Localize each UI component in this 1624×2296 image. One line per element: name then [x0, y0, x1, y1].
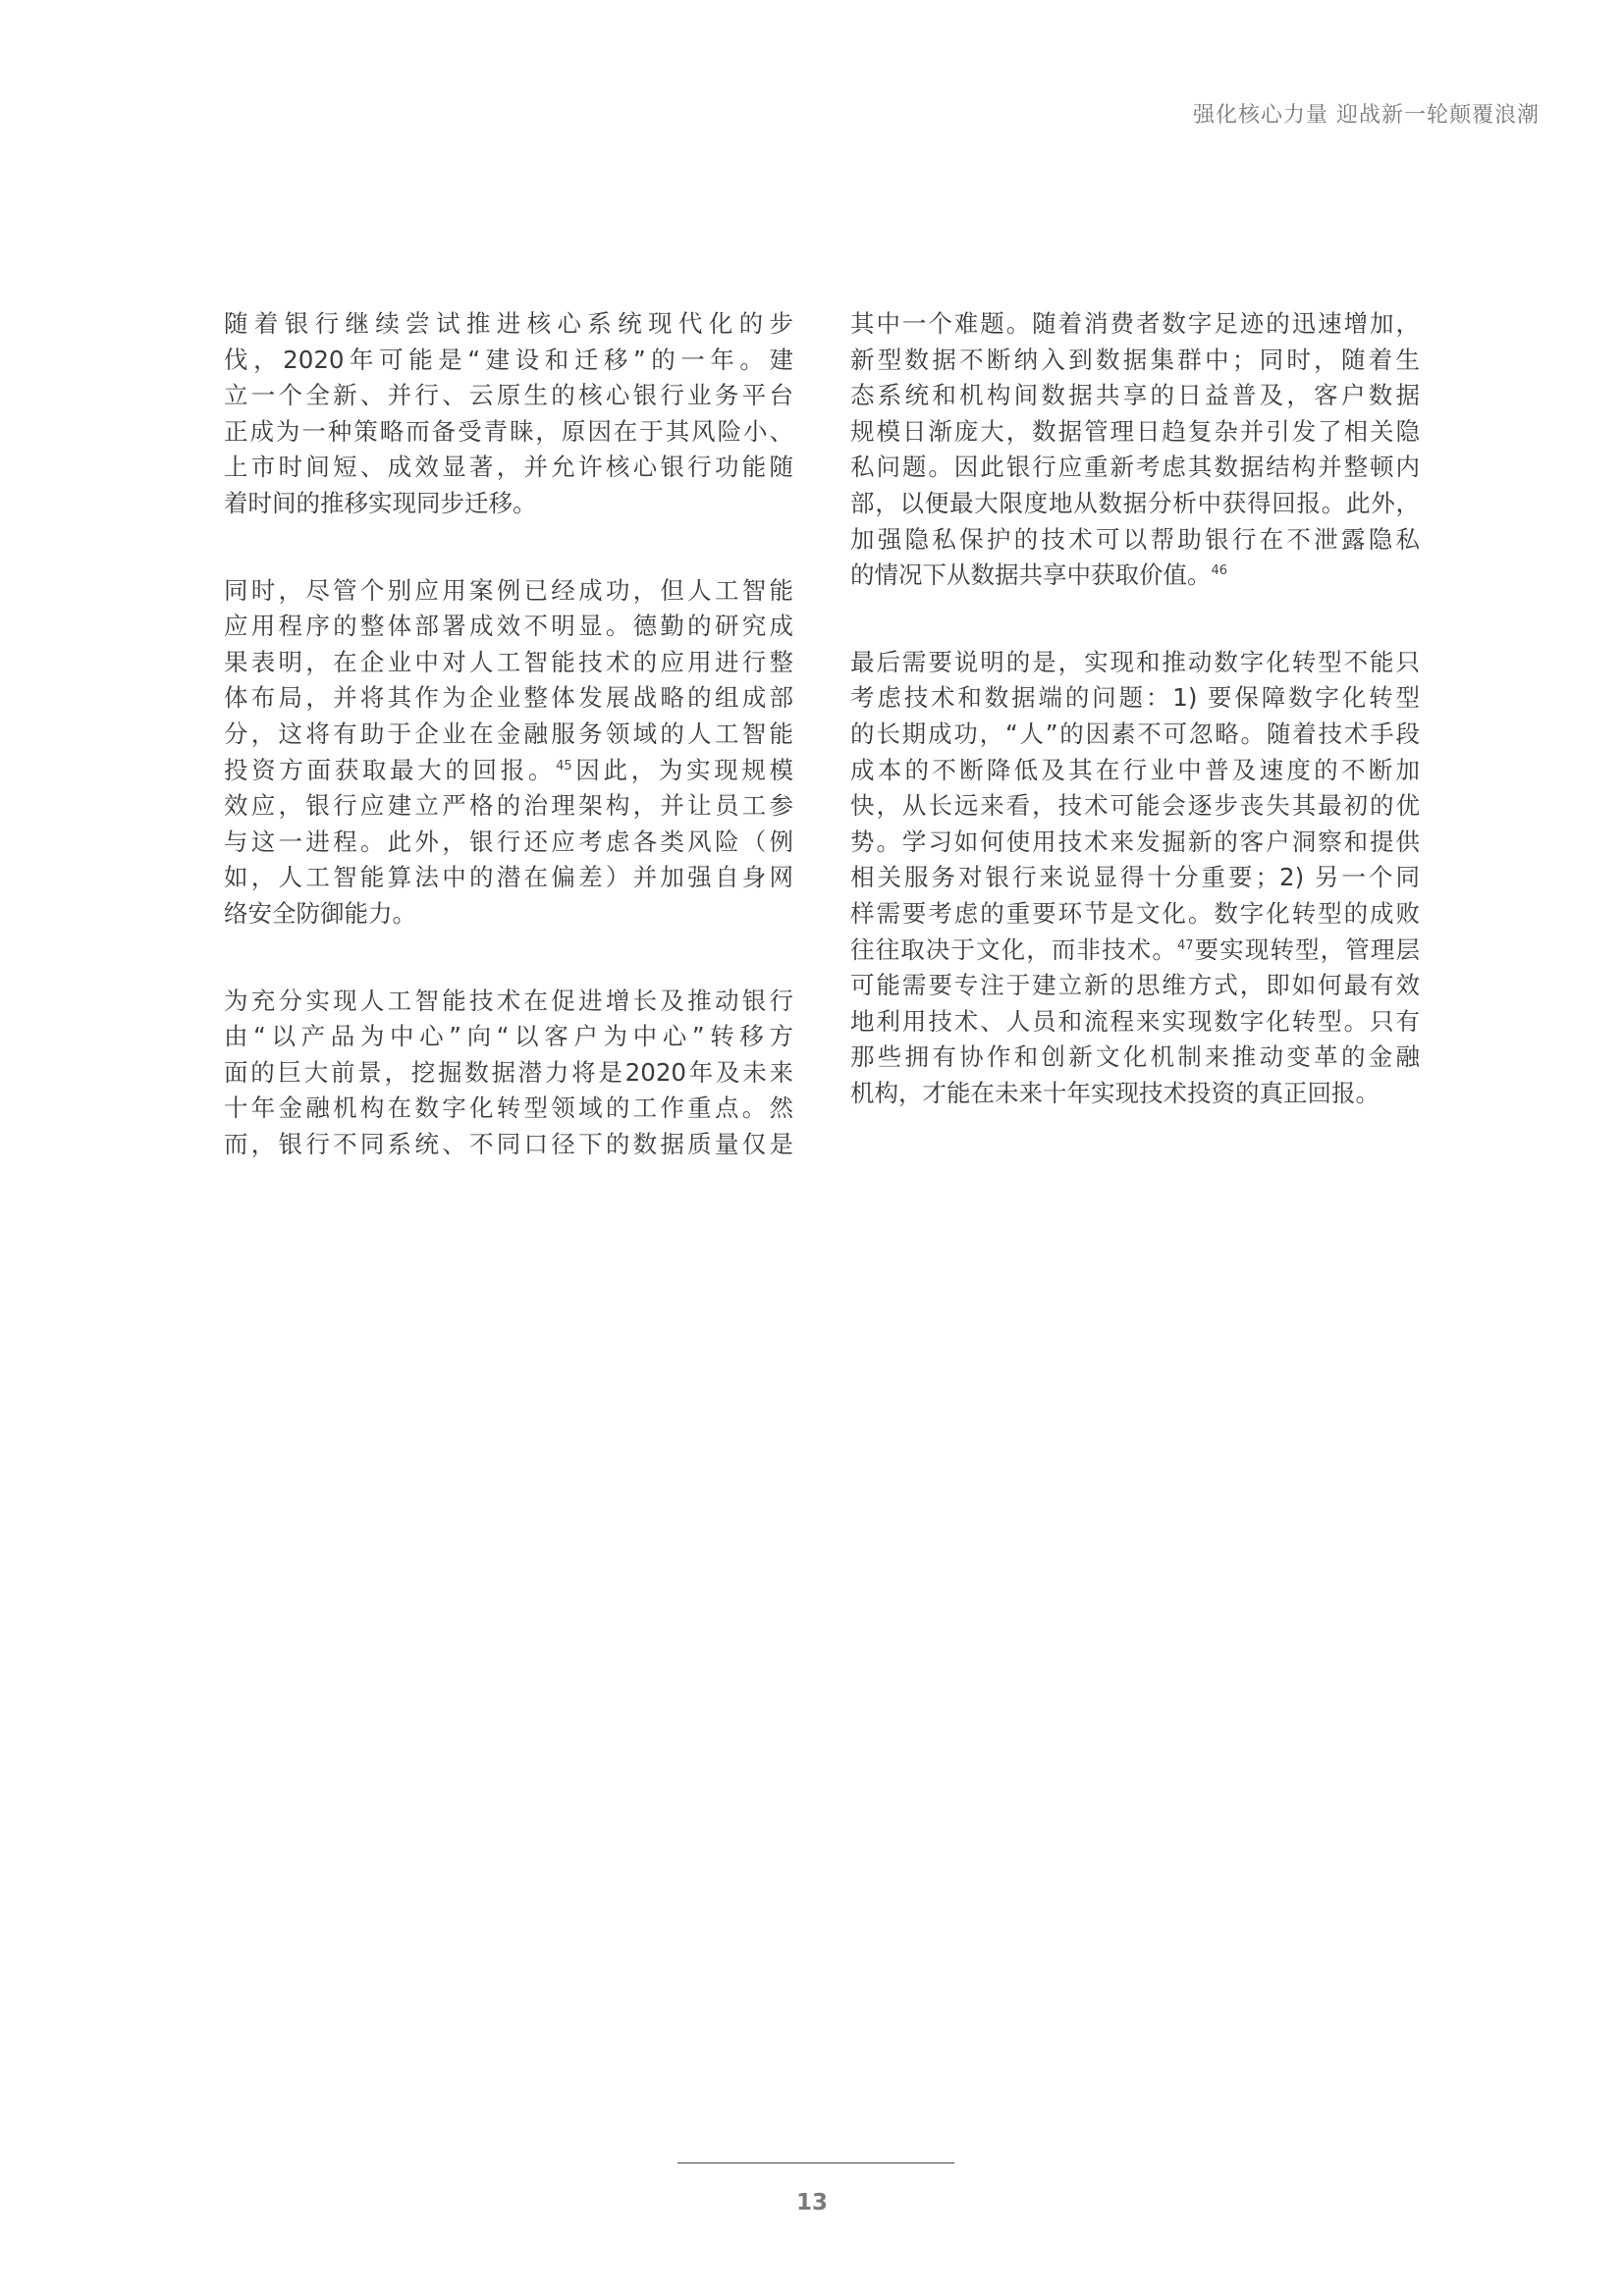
footnote-ref-46: 46 — [1211, 563, 1228, 578]
text-line: 面的巨大前景，挖掘数据潜力将是2020年及未来 — [224, 1057, 793, 1087]
text-line: 样需要考虑的重要环节是文化。数字化转型的成败 — [850, 898, 1420, 928]
paragraph-core-modernization — [224, 306, 793, 522]
text-line: 上市时间短、成效显著，并允许核心银行功能随 — [224, 453, 793, 482]
text-line: 机构，才能在未来十年实现技术投资的真正回报。 — [850, 1078, 1380, 1107]
text-line: 部，以便最大限度地从数据分析中获得回报。此外， — [850, 488, 1420, 517]
paragraph-people-and-culture — [850, 645, 1420, 1112]
text-segment: 要实现转型，管理层 — [1193, 934, 1421, 964]
text-line: 势。学习如何使用技术来发掘新的客户洞察和提供 — [850, 827, 1420, 856]
text-line: 最后需要说明的是，实现和推动数字化转型不能只 — [850, 647, 1420, 676]
text-line: 随着银行继续尝试推进核心系统现代化的步 — [224, 309, 793, 338]
paragraph-ai-deployment — [224, 573, 793, 933]
text-line: 正成为一种策略而备受青睐，原因在于其风险小、 — [224, 416, 793, 446]
text-line: 成本的不断降低及其在行业中普及速度的不断加 — [850, 755, 1420, 784]
text-line: 应用程序的整体部署成效不明显。德勤的研究成 — [224, 612, 793, 641]
text-line — [850, 558, 1420, 594]
text-line: 伐，2020年可能是“建设和迁移”的一年。建 — [224, 345, 793, 374]
text-line: 新型数据不断纳入到数据集群中；同时，随着生 — [850, 345, 1420, 374]
text-line: 效应，银行应建立严格的治理架构，并让员工参 — [224, 791, 793, 821]
text-segment: 往往取决于文化，而非技术。 — [850, 934, 1177, 964]
text-line: 为充分实现人工智能技术在促进增长及推动银行 — [224, 986, 793, 1015]
text-line — [224, 753, 793, 789]
text-line: 如，人工智能算法中的潜在偏差）并加强自身网 — [224, 863, 793, 892]
text-line: 其中一个难题。随着消费者数字足迹的迅速增加， — [850, 309, 1420, 338]
text-line: 的长期成功，“人”的因素不可忽略。随着技术手段 — [850, 719, 1420, 748]
text-line: 络安全防御能力。 — [224, 898, 416, 928]
text-line: 体布局，并将其作为企业整体发展战略的组成部 — [224, 683, 793, 713]
paragraph-data-challenges — [850, 306, 1420, 594]
text-line: 十年金融机构在数字化转型领域的工作重点。然 — [224, 1094, 793, 1123]
text-line: 快，从长远来看，技术可能会逐步丧失其最初的优 — [850, 791, 1420, 821]
text-line: 考虑技术和数据端的问题：1) 要保障数字化转型 — [850, 683, 1420, 713]
text-line: 私问题。因此银行应重新考虑其数据结构并整顿内 — [850, 453, 1420, 482]
left-column — [224, 306, 793, 1213]
text-segment: 的情况下从数据共享中获取价值。 — [850, 561, 1212, 590]
text-line: 立一个全新、并行、云原生的核心银行业务平台 — [224, 381, 793, 410]
text-line: 规模日渐庞大，数据管理日趋复杂并引发了相关隐 — [850, 416, 1420, 446]
text-segment: 因此，为实现规模 — [571, 755, 794, 784]
text-line: 由“以产品为中心”向“以客户为中心”转移方 — [224, 1022, 793, 1051]
text-line: 着时间的推移实现同步迁移。 — [224, 488, 537, 517]
running-header: 强化核心力量 迎战新一轮颠覆浪潮 — [1193, 103, 1540, 128]
text-line: 那些拥有协作和创新文化机制来推动变革的金融 — [850, 1042, 1420, 1072]
text-segment: 投资方面获取最大的回报。 — [224, 755, 557, 784]
footnote-ref-45: 45 — [556, 758, 572, 774]
footnote-ref-47: 47 — [1176, 937, 1194, 953]
right-column — [850, 306, 1420, 1162]
text-line: 相关服务对银行来说显得十分重要；2) 另一个同 — [850, 863, 1420, 892]
text-line: 同时，尽管个别应用案例已经成功，但人工智能 — [224, 575, 793, 605]
text-line — [850, 933, 1420, 969]
text-line: 可能需要专注于建立新的思维方式，即如何最有效 — [850, 971, 1420, 1000]
paragraph-data-potential — [224, 984, 793, 1163]
text-line: 与这一进程。此外，银行还应考虑各类风险（例 — [224, 827, 793, 856]
text-line: 加强隐私保护的技术可以帮助银行在不泄露隐私 — [850, 524, 1420, 554]
text-line: 地利用技术、人员和流程来实现数字化转型。只有 — [850, 1006, 1420, 1036]
page-number: 13 — [795, 2190, 828, 2216]
text-line: 而，银行不同系统、不同口径下的数据质量仅是 — [224, 1129, 793, 1158]
text-line: 态系统和机构间数据共享的日益普及，客户数据 — [850, 381, 1420, 410]
text-line: 分，这将有助于企业在金融服务领域的人工智能 — [224, 719, 793, 748]
text-line: 果表明，在企业中对人工智能技术的应用进行整 — [224, 647, 793, 676]
